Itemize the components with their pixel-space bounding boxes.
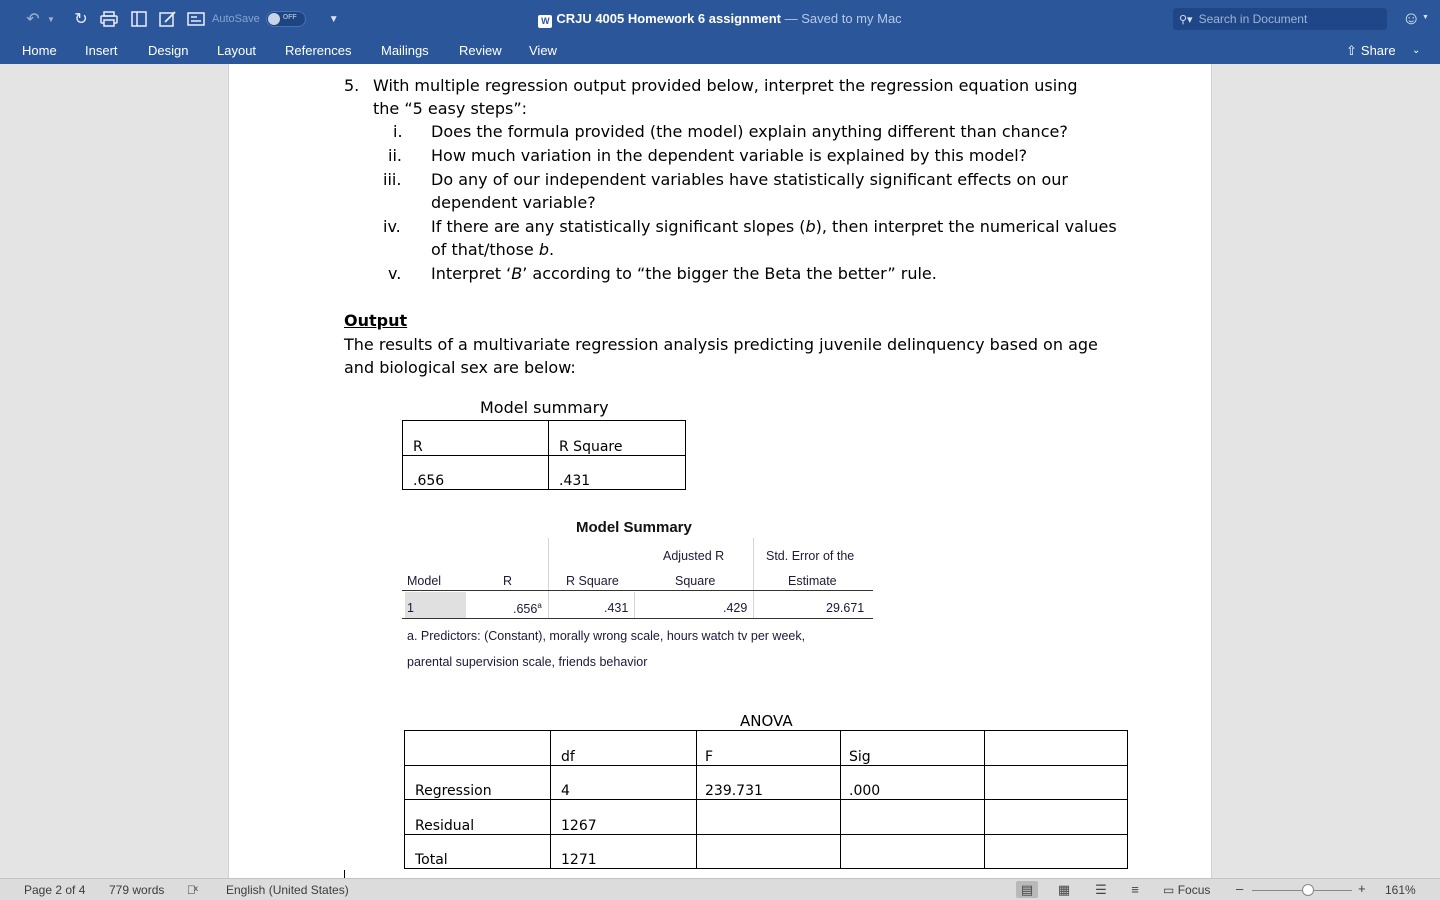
table-header-cell: F — [697, 731, 841, 766]
page-count[interactable]: Page 2 of 4 — [24, 883, 86, 897]
column-header: Adjusted R — [663, 549, 725, 563]
proofing-icon[interactable]: ☐ͯ — [187, 883, 196, 897]
step-text-part: of that/those — [431, 240, 539, 259]
step-text-part: ), then interpret the numerical values — [815, 217, 1117, 236]
r-value: .656 — [513, 602, 538, 617]
zoom-level[interactable]: 161% — [1385, 883, 1416, 897]
step-number: iv. — [383, 217, 401, 236]
text-cursor — [344, 870, 345, 878]
table-cell — [985, 800, 1128, 835]
tab-review[interactable]: Review — [459, 43, 502, 58]
question-text-line2: the “5 easy steps”: — [373, 99, 528, 118]
tab-references[interactable]: References — [285, 43, 352, 58]
table-cell — [841, 800, 985, 835]
table-header-row — [403, 421, 686, 456]
table-cell — [985, 835, 1128, 869]
save-status: — Saved to my Mac — [784, 11, 902, 26]
title-bar — [0, 0, 1440, 38]
step-number: iii. — [383, 170, 402, 189]
header-rule — [402, 590, 873, 591]
column-header: Model — [407, 574, 442, 588]
table-cell: 1 — [407, 601, 414, 615]
step-text-continued: dependent variable? — [431, 193, 596, 212]
footnote-marker: a — [537, 601, 542, 610]
search-document-field[interactable] — [1173, 8, 1387, 30]
column-header: R — [503, 574, 513, 588]
step-text-italic: b — [805, 217, 816, 236]
table-cell — [985, 766, 1128, 800]
table-cell — [841, 835, 985, 869]
table-header-cell — [405, 731, 551, 766]
customize-toolbar-icon[interactable]: ▼ — [328, 13, 339, 25]
redo-icon[interactable]: ↻ — [74, 11, 88, 28]
zoom-in-button[interactable]: + — [1358, 881, 1366, 896]
web-layout-icon[interactable]: ▦ — [1057, 882, 1071, 897]
draft-view-icon[interactable]: ≡ — [1131, 882, 1139, 897]
tab-view[interactable]: View — [529, 43, 557, 58]
share-dropdown-icon[interactable]: ⌄ — [1412, 45, 1421, 56]
step-text-part: Interpret ‘ — [431, 264, 512, 283]
search-placeholder: Search in Document — [1198, 12, 1308, 26]
table-cell — [697, 800, 841, 835]
outline-view-icon[interactable]: ☰ — [1095, 882, 1107, 897]
table-cell: .429 — [723, 601, 748, 615]
column-header: Estimate — [788, 574, 837, 588]
anova-title: ANOVA — [740, 712, 793, 730]
tab-insert[interactable]: Insert — [85, 43, 118, 58]
tab-design[interactable]: Design — [148, 43, 189, 58]
question-text-line1: With multiple regression output provided below, interpret the regression equation using — [373, 76, 1078, 95]
feedback-smiley-icon[interactable]: ☺ — [1402, 8, 1421, 28]
step-text-italic: B — [511, 264, 523, 283]
tab-home[interactable]: Home — [22, 43, 57, 58]
share-icon: ⇧ — [1346, 43, 1357, 58]
output-description-line1: The results of a multivariate regression analysis predicting juvenile delinquency based on age — [344, 335, 1098, 354]
focus-label: Focus — [1177, 883, 1211, 897]
column-divider — [753, 538, 754, 618]
table-footnote-continued: parental supervision scale, friends behavior — [407, 655, 648, 669]
table-header-cell — [985, 731, 1128, 766]
table-header-cell: Sig — [841, 731, 985, 766]
tab-mailings[interactable]: Mailings — [381, 43, 429, 58]
zoom-slider-handle[interactable] — [1302, 884, 1314, 896]
table-cell: 29.671 — [826, 601, 865, 615]
table-row — [405, 766, 1128, 800]
ribbon-tabs — [0, 38, 1440, 64]
search-icon: ⚲▾ — [1179, 14, 1193, 26]
status-bar — [0, 878, 1440, 900]
table-cell: .431 — [604, 601, 629, 615]
column-divider — [548, 538, 549, 618]
question-number: 5. — [344, 76, 360, 95]
model-summary-title: Model summary — [480, 398, 609, 417]
column-header: Square — [675, 574, 716, 588]
step-text: How much variation in the dependent variable is explained by this model? — [431, 146, 1028, 165]
document-page[interactable] — [228, 64, 1212, 878]
word-doc-icon: W — [538, 15, 552, 28]
step-text-italic: b — [538, 240, 550, 259]
column-header: Std. Error of the — [766, 549, 855, 563]
table-footnote: a. Predictors: (Constant), morally wrong scale, hours watch tv per week, — [407, 629, 806, 643]
step-text: Do any of our independent variables have statistically significant effects on our — [431, 170, 1068, 189]
tab-layout[interactable]: Layout — [217, 43, 257, 58]
table-row — [405, 800, 1128, 835]
step-number: i. — [393, 122, 403, 141]
row-label-shade — [405, 592, 466, 618]
anova-table — [404, 730, 1128, 869]
table-cell: 1271 — [551, 835, 697, 869]
table-cell: 1267 — [551, 800, 697, 835]
table-cell — [697, 835, 841, 869]
column-divider — [634, 592, 635, 618]
word-count[interactable]: 779 words — [109, 883, 165, 897]
table-cell: .000 — [841, 766, 985, 800]
table-header-row — [405, 731, 1128, 766]
undo-icon[interactable]: ↶ — [26, 11, 40, 28]
table-header-cell: df — [551, 731, 697, 766]
table-cell: Total — [405, 835, 551, 869]
undo-dropdown-icon[interactable]: ▼ — [47, 14, 55, 24]
step-text-part: . — [549, 240, 555, 259]
table-row — [405, 835, 1128, 869]
step-text-continued — [431, 240, 554, 259]
step-text: Does the formula provided (the model) explain anything different than chance? — [431, 122, 1068, 141]
zoom-out-button[interactable]: – — [1236, 881, 1244, 896]
focus-mode-button[interactable] — [1163, 883, 1210, 897]
focus-icon: ▭ — [1163, 883, 1175, 897]
output-description-line2: and biological sex are below: — [344, 358, 576, 377]
spss-summary-title: Model Summary — [576, 519, 692, 536]
table-cell: .431 — [549, 456, 686, 490]
feedback-dropdown-icon[interactable]: ▼ — [1422, 14, 1429, 21]
step-text — [431, 217, 1117, 236]
share-label: Share — [1360, 43, 1396, 58]
output-heading: Output — [344, 311, 408, 330]
step-number: ii. — [388, 146, 402, 165]
model-summary-table — [402, 420, 686, 490]
autosave-label: AutoSave — [212, 13, 260, 25]
column-header: R Square — [566, 574, 619, 588]
table-header-cell: R — [403, 421, 549, 456]
table-row — [403, 456, 686, 490]
autosave-state: OFF — [282, 14, 297, 21]
step-text-part: If there are any statistically significant slopes ( — [431, 217, 806, 236]
table-cell: Residual — [405, 800, 551, 835]
document-name: CRJU 4005 Homework 6 assignment — [556, 11, 782, 26]
language-indicator[interactable]: English (United States) — [226, 883, 349, 897]
step-text-part: ’ according to “the bigger the Beta the better” rule. — [522, 264, 937, 283]
table-cell: 4 — [551, 766, 697, 800]
row-rule — [402, 618, 873, 619]
table-cell: 239.731 — [697, 766, 841, 800]
print-layout-icon[interactable]: ▤ — [1016, 881, 1038, 898]
table-cell: Regression — [405, 766, 551, 800]
table-header-cell: R Square — [549, 421, 686, 456]
table-cell — [513, 601, 542, 616]
step-number: v. — [388, 264, 402, 283]
step-text — [431, 264, 937, 283]
table-cell: .656 — [403, 456, 549, 490]
share-button[interactable] — [1346, 43, 1396, 59]
